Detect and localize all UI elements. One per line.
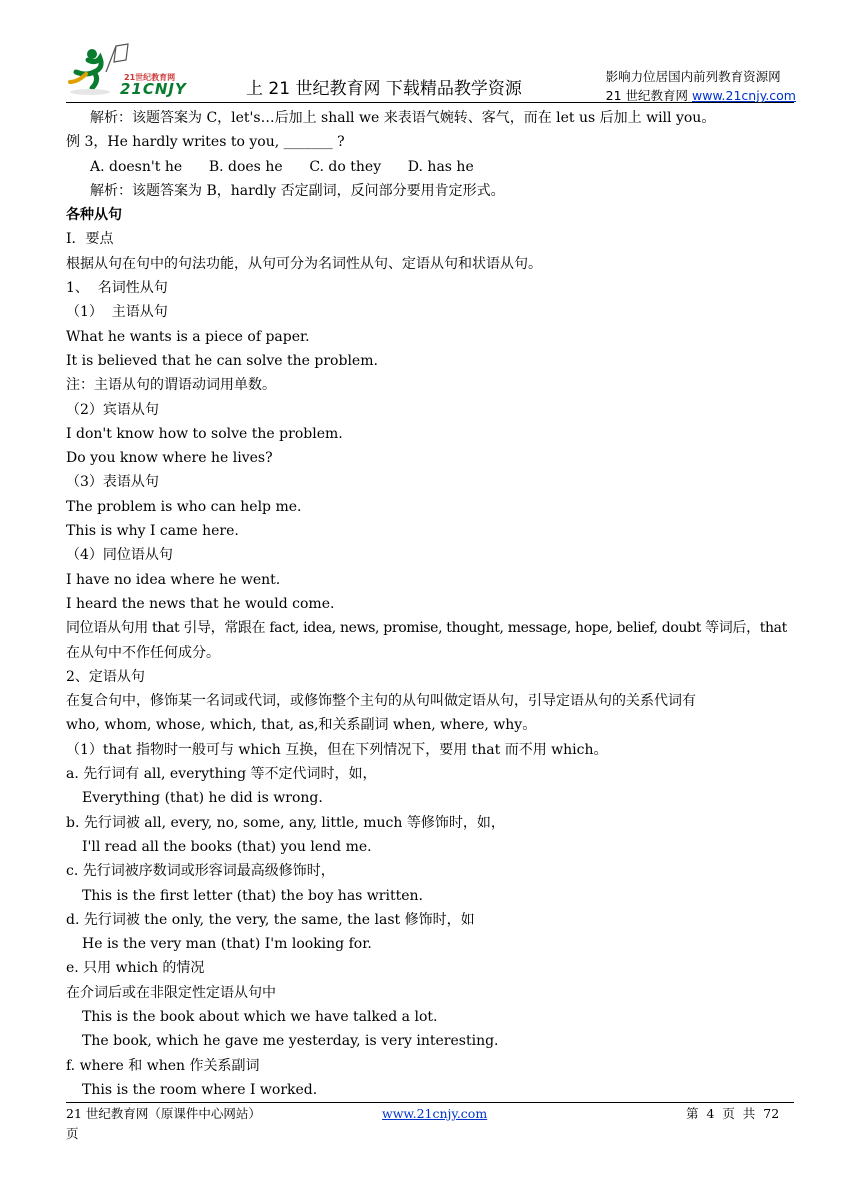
example-sentence: The problem is who can help me.: [66, 498, 302, 515]
list-item: c. 先行词被序数词或形容词最高级修饰时，: [66, 863, 335, 880]
header-divider: [66, 102, 794, 103]
example-sentence: This is why I came here.: [66, 523, 239, 540]
answer-options: A. doesn't he B. does he C. do they D. has he: [90, 158, 474, 175]
list-item: e. 只用 which 的情况: [66, 960, 205, 977]
page-header: [66, 40, 796, 102]
header-site-link[interactable]: www.21cnjy.com: [692, 88, 796, 103]
header-site-name: 21 世纪教育网: [605, 88, 693, 103]
paragraph: who, whom, whose, which, that, as,和关系副词 when, where, why。: [66, 717, 537, 734]
note: 注：主语从句的谓语动词用单数。: [66, 377, 276, 394]
paragraph: 在复合句中，修饰某一名词或代词，或修饰整个主句的从句叫做定语从句，引导定语从句的关系代词有: [66, 693, 696, 710]
subheading: （3）表语从句: [66, 474, 159, 491]
paragraph: 解析：该题答案为 C，let's…后加上 shall we 来表语气婉转、客气，而在 let us 后加上 will you。: [90, 110, 716, 126]
header-slogan-line: 影响力位居国内前列教育资源网: [605, 69, 781, 84]
list-item: d. 先行词被 the only, the very, the same, the last 修饰时，如: [66, 911, 475, 928]
page-number-tail: 页: [66, 1126, 79, 1141]
subheading: （4）同位语从句: [66, 547, 173, 564]
footer-site-link[interactable]: www.21cnjy.com: [382, 1106, 488, 1121]
header-slogan: [606, 67, 796, 105]
paragraph: 根据从句在句中的句法功能，从句可分为名词性从句、定语从句和状语从句。: [66, 255, 542, 272]
example-sentence: This is the book about which we have talked a lot.: [82, 1008, 438, 1025]
example-sentence: This is the room where I worked.: [82, 1081, 318, 1098]
example-sentence: What he wants is a piece of paper.: [66, 328, 310, 345]
subheading: I．要点: [66, 231, 114, 248]
logo-brand-text: 21CNJY: [120, 80, 187, 98]
list-item: f. where 和 when 作关系副词: [66, 1057, 260, 1074]
subheading: （1） 主语从句: [66, 304, 168, 321]
document-body: [66, 106, 798, 1102]
paragraph: 解析：该题答案为 B，hardly 否定副词，反问部分要用肯定形式。: [90, 182, 505, 199]
footer-site-name: 21 世纪教育网（原课件中心网站）: [66, 1106, 261, 1121]
example-sentence: He is the very man (that) I'm looking for.: [82, 936, 372, 953]
example-sentence: I heard the news that he would come.: [66, 595, 335, 612]
subheading: （2）宾语从句: [66, 401, 159, 418]
example-sentence: I don't know how to solve the problem.: [66, 425, 343, 442]
footer-divider: [66, 1102, 794, 1103]
example-sentence: Do you know where he lives?: [66, 450, 273, 467]
paragraph: 同位语从句用 that 引导，常跟在 fact, idea, news, promise, thought, message, hope, belief, doubt 等词后，that: [66, 620, 787, 637]
list-item: a. 先行词有 all, everything 等不定代词时，如，: [66, 766, 377, 783]
logo-caption: 21世纪教育网: [124, 73, 176, 82]
paragraph: （1）that 指物时一般可与 which 互换，但在下列情况下，要用 that 而不用 which。: [66, 741, 608, 758]
site-logo[interactable]: [66, 42, 196, 98]
page-number: 第 4 页 共 72: [686, 1106, 780, 1121]
section-heading: 各种从句: [66, 207, 122, 224]
example-question: 例 3，He hardly writes to you, _______ ?: [66, 134, 345, 151]
example-sentence: This is the first letter (that) the boy has written.: [82, 887, 423, 904]
example-sentence: The book, which he gave me yesterday, is very interesting.: [82, 1033, 499, 1050]
list-item: b. 先行词被 all, every, no, some, any, little, much 等修饰时，如，: [66, 814, 505, 831]
paragraph: 在介词后或在非限定性定语从句中: [66, 984, 276, 1001]
header-title: 上 21 世纪教育网 下载精品教学资源: [246, 79, 522, 99]
subheading: 2、定语从句: [66, 668, 145, 685]
paragraph: 在从句中不作任何成分。: [66, 644, 220, 661]
example-sentence: I have no idea where he went.: [66, 571, 281, 588]
example-sentence: It is believed that he can solve the problem.: [66, 352, 378, 369]
example-sentence: Everything (that) he did is wrong.: [82, 790, 323, 807]
example-sentence: I'll read all the books (that) you lend me.: [82, 838, 372, 855]
subheading: 1、 名词性从句: [66, 280, 168, 297]
